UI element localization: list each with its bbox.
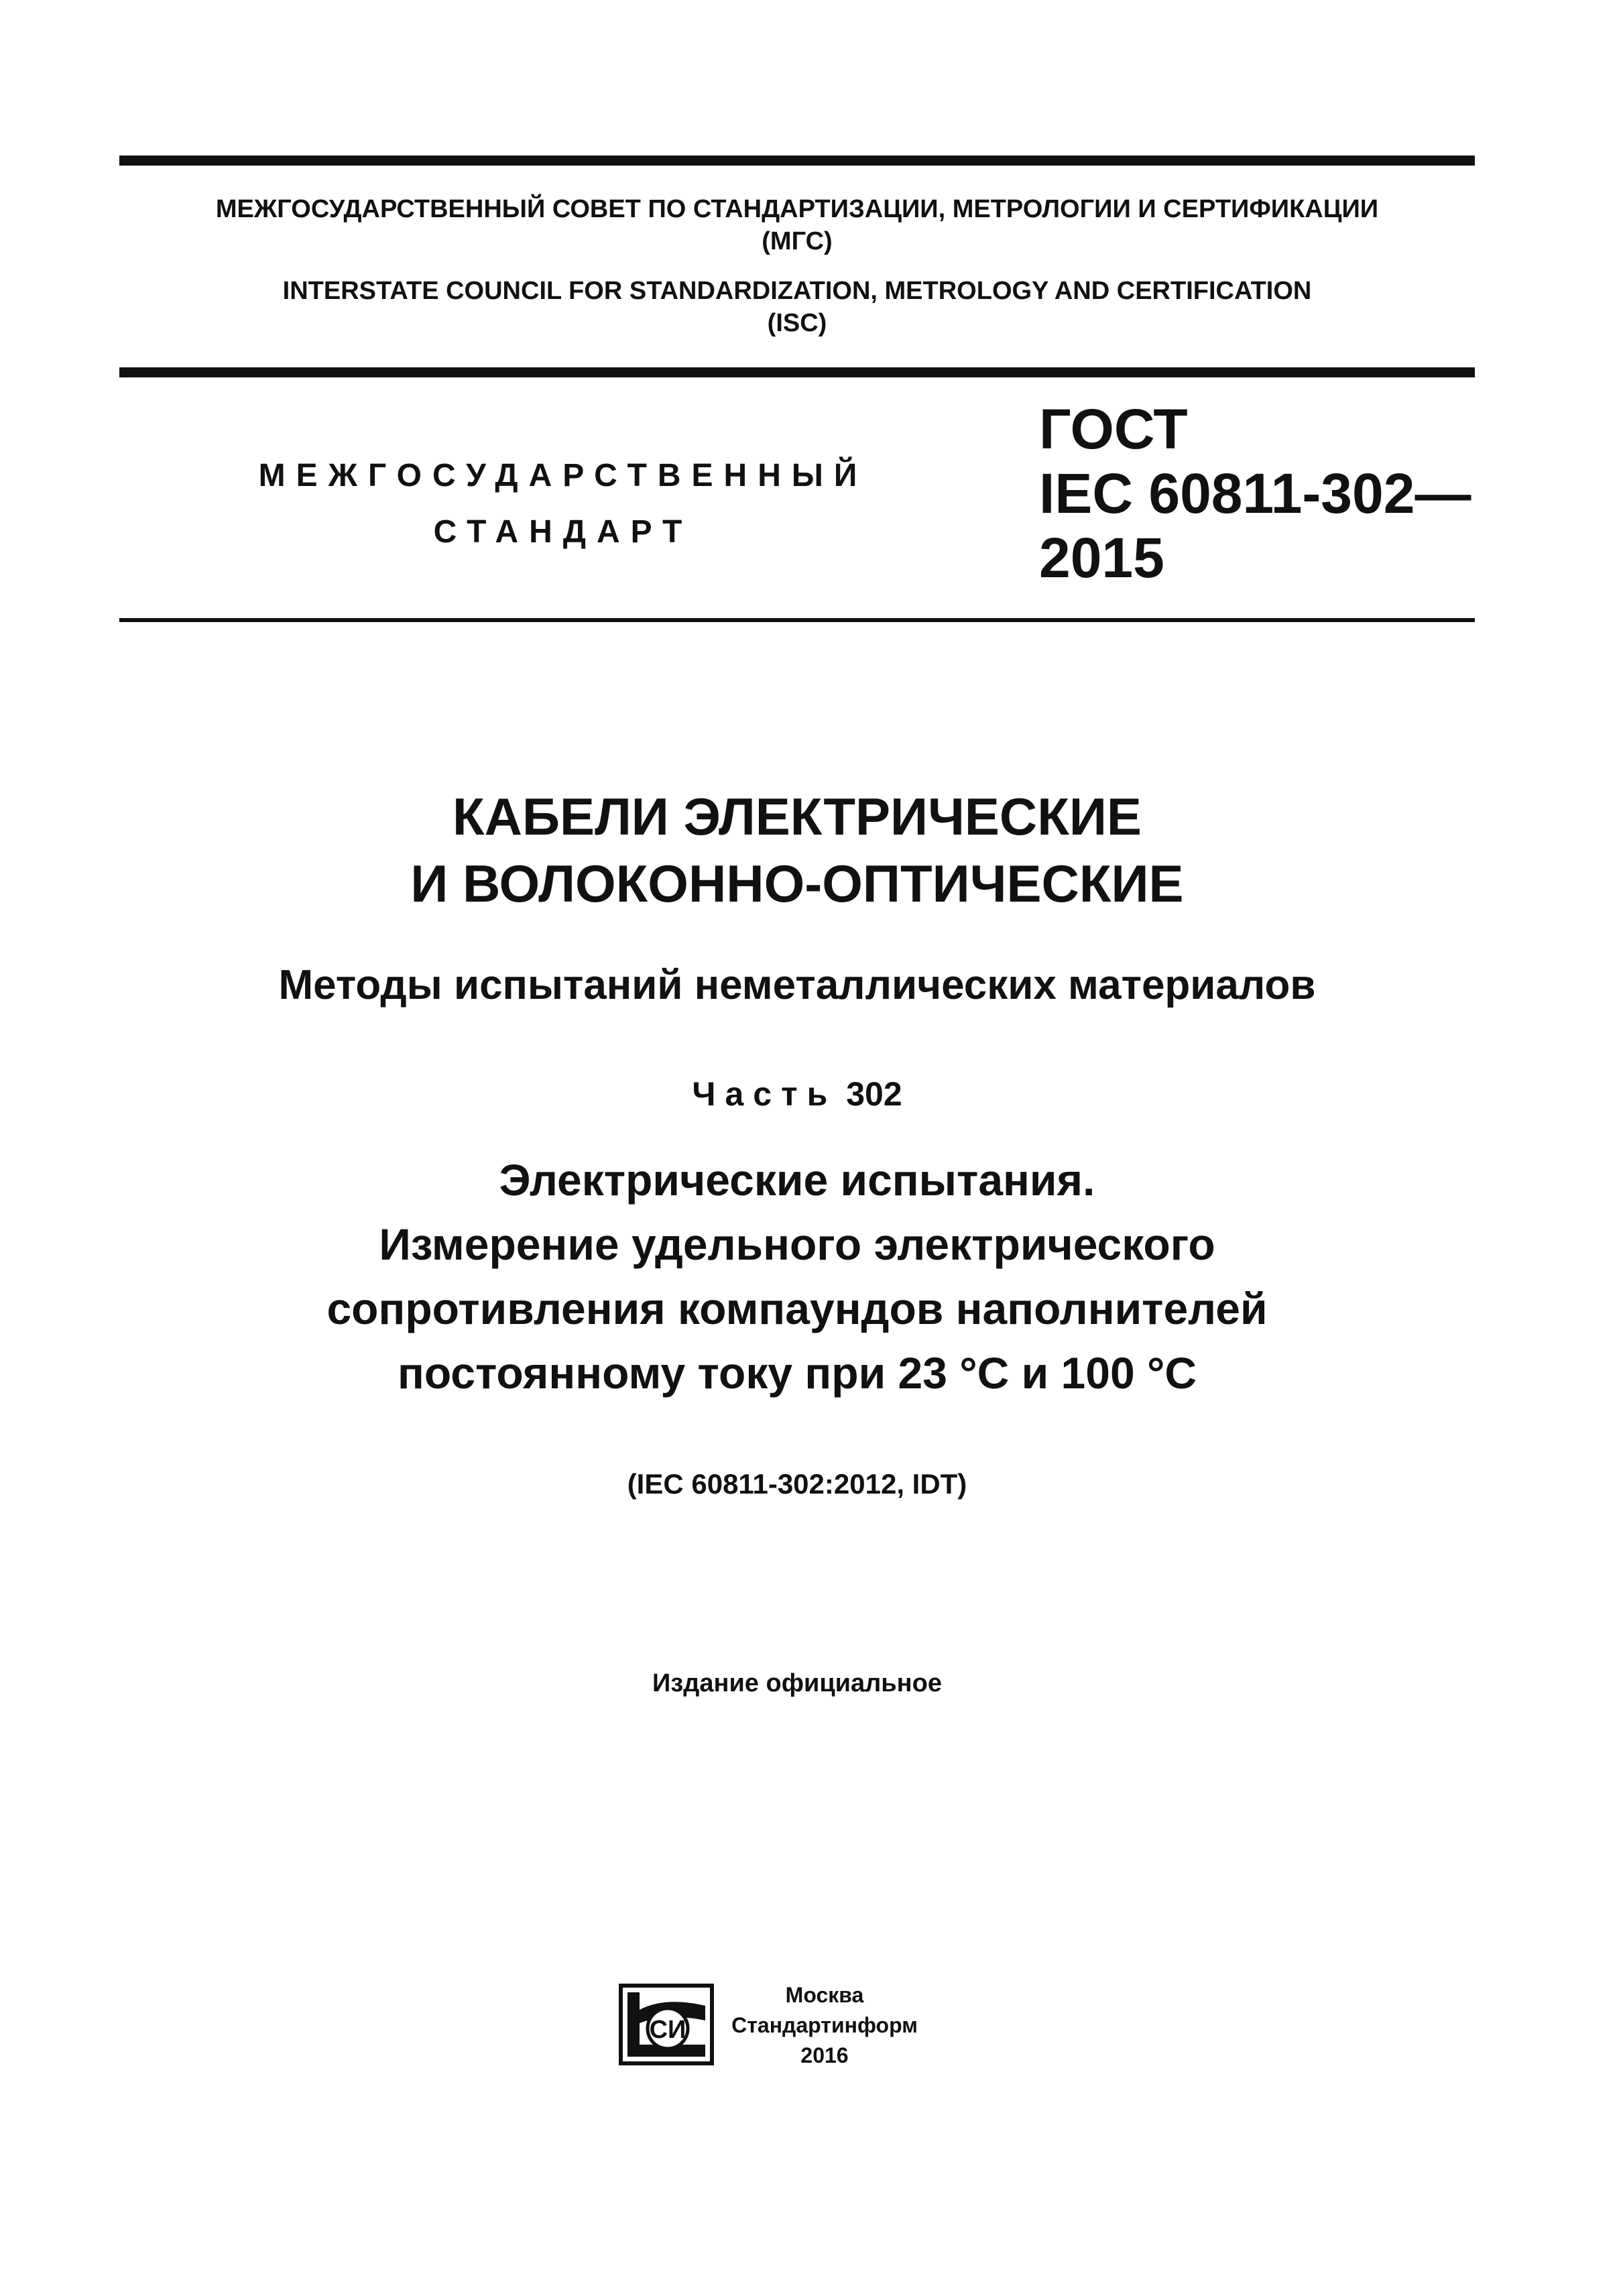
publisher-block — [724, 1980, 925, 2071]
standartinform-logo-icon — [618, 1983, 715, 2066]
part-label — [119, 1073, 1475, 1115]
part-number: 302 — [846, 1075, 902, 1113]
top-rule — [119, 156, 1475, 166]
bottom-rule — [119, 618, 1475, 622]
council-name-ru — [119, 193, 1475, 257]
iec-reference: (IEC 60811-302:2012, IDT) — [627, 1468, 967, 1500]
part-title — [119, 1148, 1475, 1405]
gost-code-line1: ГОСТ — [1039, 398, 1188, 461]
main-title — [119, 783, 1475, 917]
part-word: Часть — [692, 1075, 837, 1113]
main-title-line1: КАБЕЛИ ЭЛЕКТРИЧЕСКИЕ — [453, 787, 1142, 846]
council-name-en — [119, 275, 1475, 339]
edition-note: Издание официальное — [652, 1669, 942, 1697]
standard-label-line2: СТАНДАРТ — [433, 514, 693, 550]
part-title-line1: Электрические испытания. — [499, 1155, 1095, 1205]
subtitle: Методы испытаний неметаллических материалов — [278, 962, 1316, 1008]
council-ru-line2: (МГС) — [762, 227, 833, 255]
gost-code — [1039, 397, 1482, 590]
part-title-line2: Измерение удельного электрического — [379, 1219, 1215, 1269]
part-title-line3: сопротивления компаундов наполнителей — [326, 1284, 1268, 1333]
standard-label-line1: МЕЖГОСУДАРСТВЕННЫЙ — [258, 458, 868, 493]
standard-type-label — [228, 448, 898, 560]
publisher-city: Москва — [785, 1983, 864, 2007]
part-title-line4: постоянному току при 23 °C и 100 °C — [397, 1348, 1197, 1398]
council-ru-line1: МЕЖГОСУДАРСТВЕННЫЙ СОВЕТ ПО СТАНДАРТИЗАЦИИ, МЕТРОЛОГИИ И СЕРТИФИКАЦИИ — [215, 195, 1379, 223]
middle-rule — [119, 367, 1475, 377]
gost-code-line3: 2015 — [1039, 526, 1164, 589]
publisher-name: Стандартинформ — [731, 2013, 918, 2037]
gost-code-line2: IEC 60811-302— — [1039, 462, 1471, 525]
main-title-line2: И ВОЛОКОННО-ОПТИЧЕСКИЕ — [410, 854, 1184, 913]
publisher-year: 2016 — [800, 2043, 849, 2067]
council-en-line2: (ISC) — [767, 309, 827, 337]
logo-text: СИ — [649, 2016, 686, 2044]
council-en-line1: INTERSTATE COUNCIL FOR STANDARDIZATION, METROLOGY AND CERTIFICATION — [282, 277, 1312, 305]
